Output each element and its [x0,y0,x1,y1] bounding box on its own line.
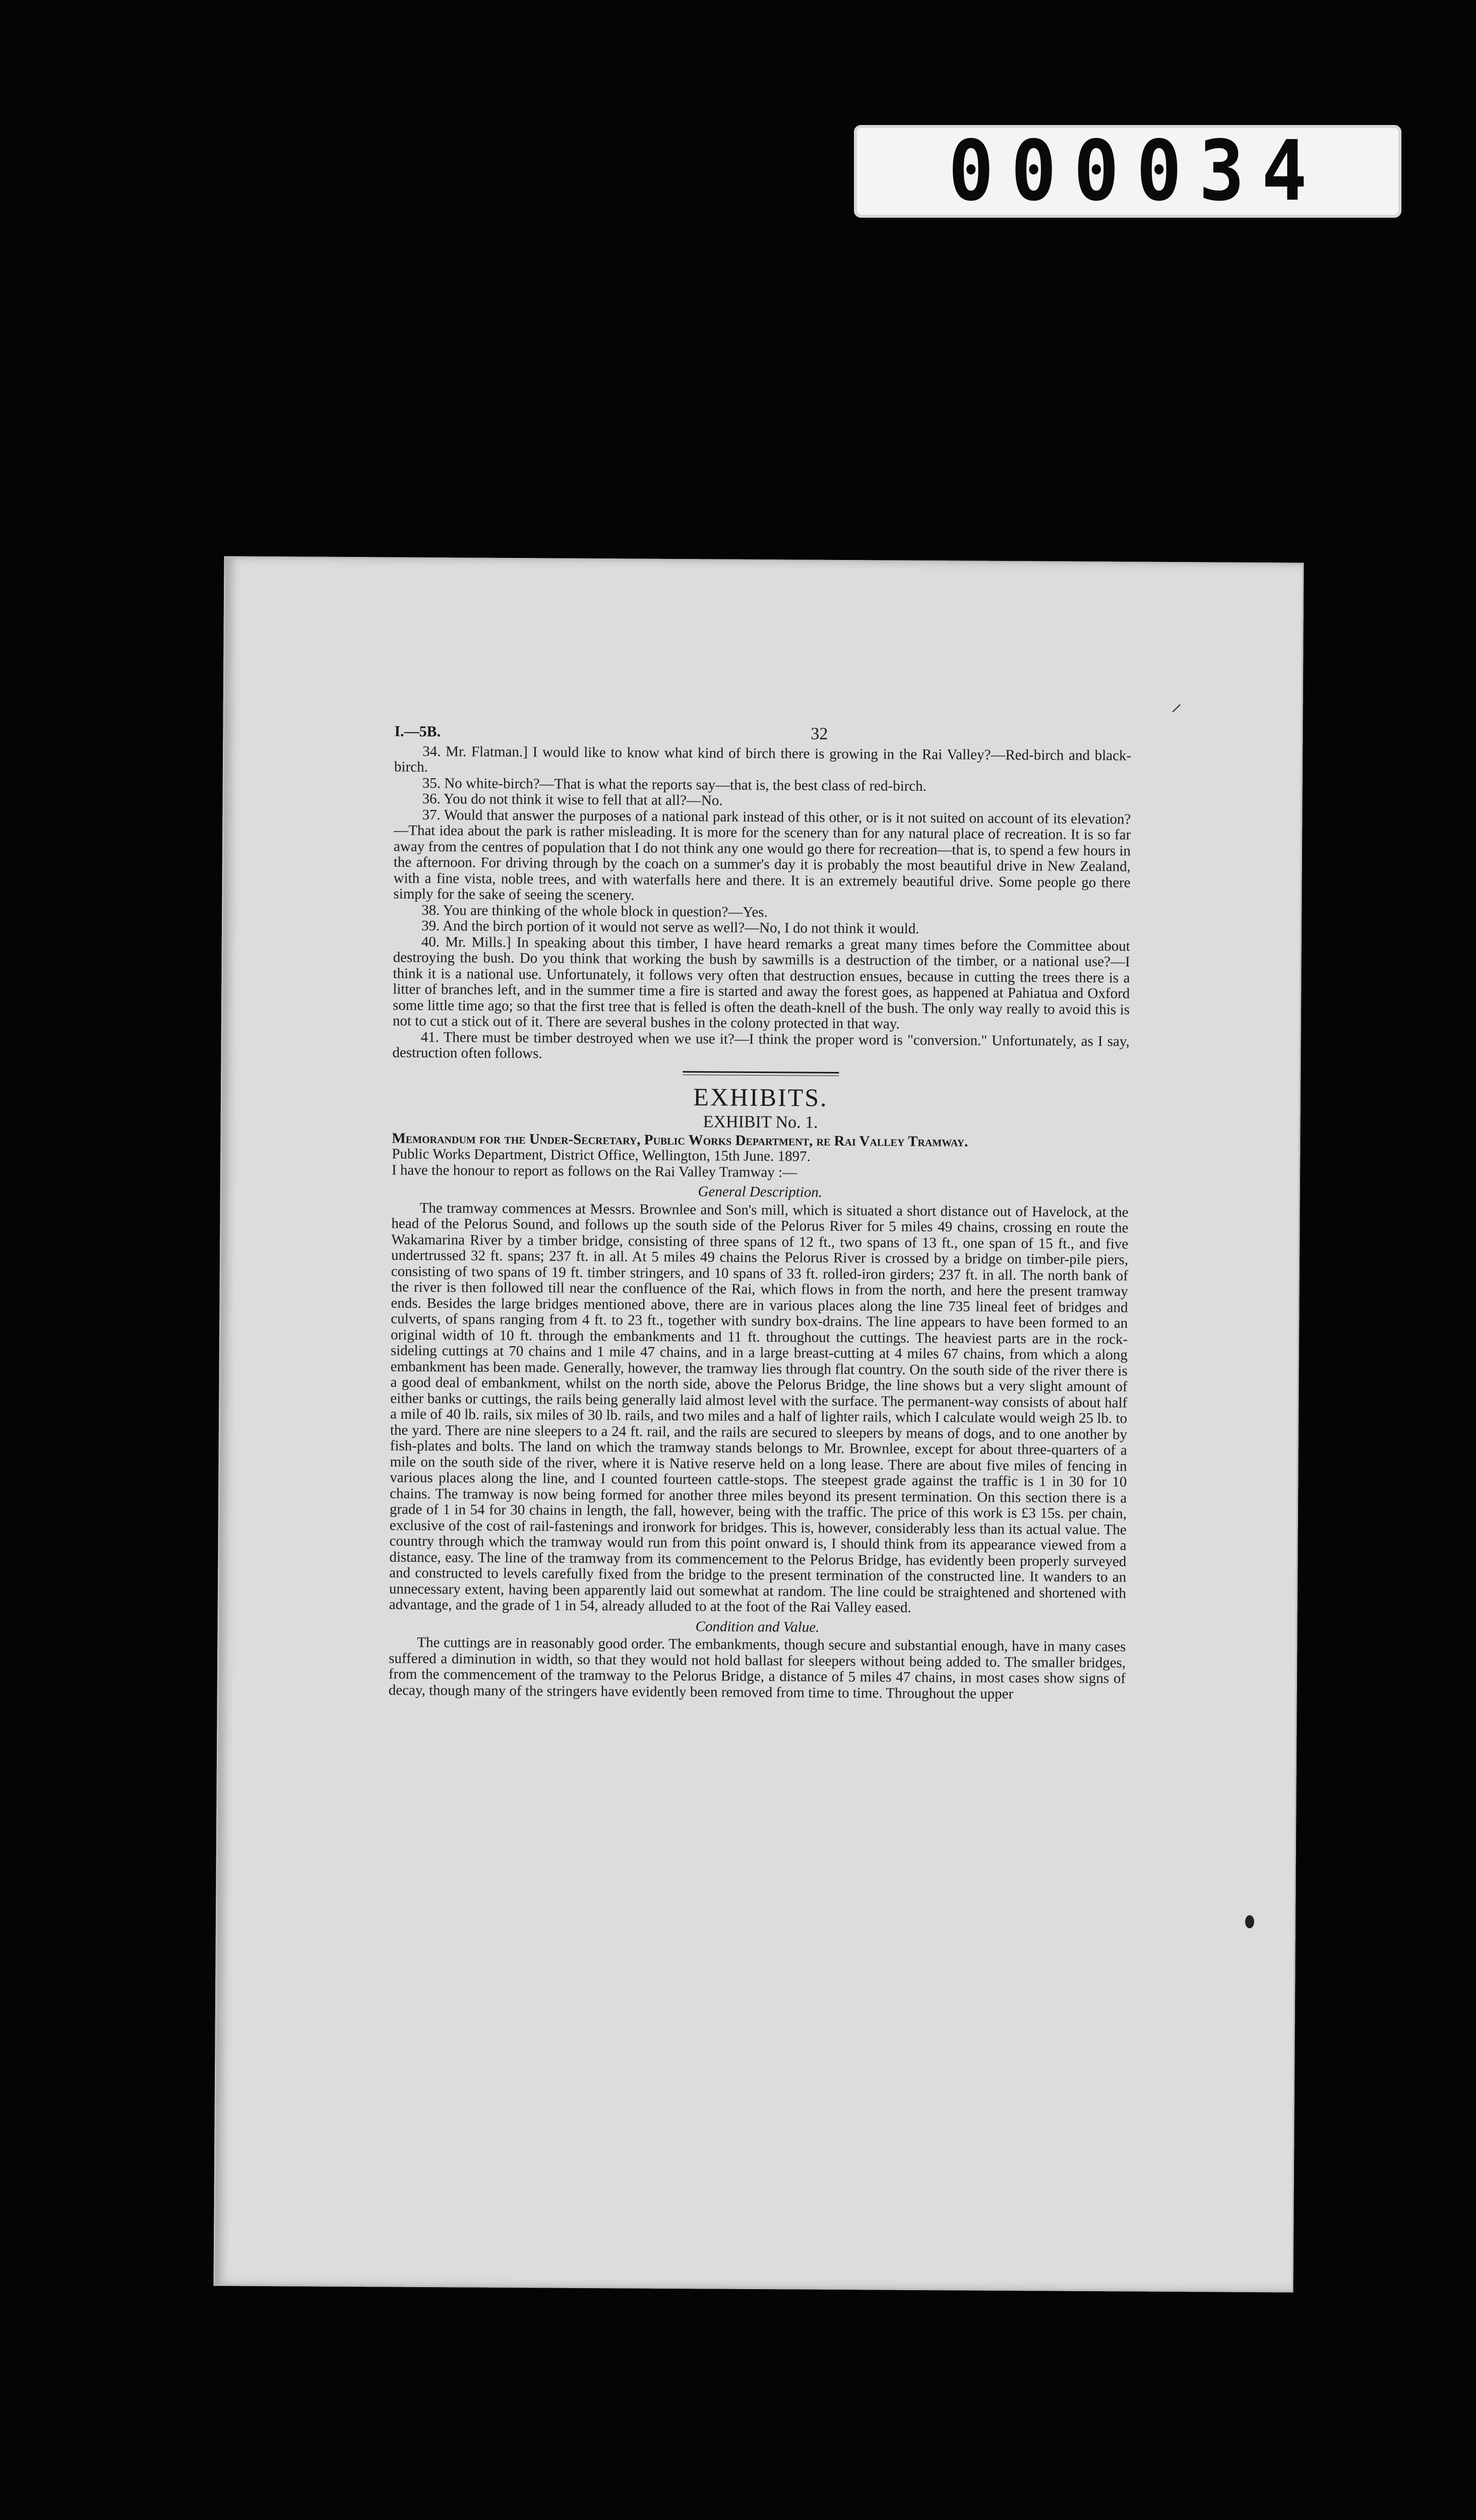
frame-digit: 0 [948,123,994,220]
paragraph: 34. Mr. Flatman.] I would like to know what kind of birch there is growing in the Rai Valley?—Red-birch and black-birch. [394,743,1132,775]
paragraph: 37. Would that answer the purposes of a national park instead of this other, or is it not suited on account of its elevation?—That idea about the park is rather misleading. It is more for the scenery than for any natural place of recreation. It is so far away from the centres of population that I do not think any one would go there for recreation—that is, to spend a few hours in the afternoon. For driving through by the coach on a summer's day it is probably the most beautiful drive in New Zealand, with a fine vista, noble trees, and with waterfalls here and there. It is an extremely beautiful drive. Some people go there simply for the sake of seeing the scenery. [393,806,1131,904]
section-title: General Description. [698,1183,823,1201]
paragraph: 41. There must be timber destroyed when we use it?—I think the proper word is "conversion." Unfortunately, as I say, destruction often follows. [392,1029,1130,1062]
document-reference: I.—5B. [394,723,441,740]
paragraph: 40. Mr. Mills.] In speaking about this timber, I have heard remarks a great many times before the Committee about destroying the bush. Do you think that working the bush by sawmills is a destruction of the timber, or a national use?—I think it is a national use. Unfortunately, it follows very often that destruction ensues, because in cutting the trees there is a litter of branches left, and in the summer time a fire is started and away the forest goes, as happened at Pahiatua and Oxford some little time ago; so that the first tree that is felled is often the death-knell of the bush. The only way really to avoid this is not to cut a stick out of it. There are several bushes in the colony protected in that way. [392,933,1130,1032]
memo-intro: I have the honour to report as follows on the Rai Valley Tramway :— [391,1162,797,1180]
page-number: 32 [811,724,828,743]
ink-mark-icon: ⸝ [1171,690,1182,716]
frame-digit: 3 [1199,123,1245,220]
paragraph: The cuttings are in reasonably good order. The embankments, though secure and substantial enough, have in many cases suffered a diminution in width, so that they would not hold ballast for sleepers without being added to. The smaller bridges, from the commencement of the tramway to the Pelorus Bridge, a distance of 5 miles 47 chains, in most cases show signs of decay, though many of the stringers have evidently been removed from time to time. Throughout the upper [388,1634,1126,1702]
ink-blot-icon [1245,1915,1254,1928]
section-title: Condition and Value. [695,1618,820,1635]
frame-digit: 0 [1011,123,1057,220]
frame-number-label [854,125,1401,218]
exhibits-heading: EXHIBITS. [693,1082,828,1112]
paragraph: 38. You are thinking of the whole block in question?—Yes. [421,902,768,920]
frame-digit: 4 [1261,123,1307,220]
paragraph: The tramway commences at Messrs. Brownlee and Son's mill, which is situated a short distance out of Havelock, at the head of the Pelorus Sound, and follows up the south side of the Pelorus River for 5 miles 49 chains, crossing en route the Wakamarina River by a timber bridge, consisting of three spans of 12 ft., two spans of 13 ft., one span of 15 ft., and five undertrussed 32 ft. spans; 237 ft. in all. At 5 miles 49 chains the Pelorus River is crossed by a bridge on timber-pile piers, consisting of two spans of 19 ft. timber stringers, and 10 spans of 33 ft. rolled-iron girders; 237 ft. in all. The north bank of the river is then followed till near the confluence of the Rai, which flows in from the north, and here the present tramway ends. Besides the large bridges mentioned above, there are in various places along the line 735 lineal feet of bridges and culverts, of spans ranging from 4 ft. to 23 ft., together with sundry box-drains. The line appears to have been formed to an original width of 10 ft. through the embankments and 11 ft. throughout the cuttings. The heaviest parts are in the rock-sideling cuttings at 70 chains and 1 mile 47 chains, and in a large breast-cutting at 4 miles 67 chains, from which a along embankment has been made. Generally, however, the tramway lies through flat country. On the south side of the river there is a good deal of embankment, whilst on the north side, above the Pelorus Bridge, the line shows but a very slight amount of either banks or cuttings, the rails being generally laid almost level with the surface. The permanent-way consists of about half a mile of 40 lb. rails, six miles of 30 lb. rails, and two miles and a half of lighter rails, which I calculate would weigh 25 lb. to the yard. There are nine sleepers to a 24 ft. rail, and the rails are secured to sleepers by means of dogs, and to one another by fish-plates and bolts. The land on which the tramway stands belongs to Mr. Brownlee, except for about three-quarters of a mile on the south side of the river, where it is Native reserve held on a long lease. There are about five miles of fencing in various places along the line, and I counted fourteen cattle-stops. The steepest grade against the traffic is 1 in 30 for 10 chains. The tramway is now being formed for another three miles beyond its present termination. On this section there is a grade of 1 in 54 for 30 chains in length, the fall, however, being with the traffic. The price of this work is £3 15s. per chain, exclusive of the cost of rail-fastenings and ironwork for bridges. This is, however, considerably less than its actual value. The country through which the tramway would run from this point onward is, I should think from its appearance viewed from a distance, easy. The line of the tramway from its commencement to the Pelorus Bridge, has evidently been properly surveyed and constructed to levels carefully fixed from the bridge to the present termination of the constructed line. It wanders to an unnecessary extent, having been apparently laid out somewhat at random. The line could be straightened and shortened with advantage, and the grade of 1 in 54, already alluded to at the foot of the Rai Valley eased. [389,1200,1129,1616]
memo-heading: Memorandum for the Under-Secretary, Public Works Department, re Rai Valley Tramway. [392,1130,968,1150]
page-content [389,724,1132,1703]
exhibit-number: EXHIBIT No. 1. [703,1112,818,1132]
running-head [394,724,828,742]
paragraph: 35. No white-birch?—That is what the reports say—that is, the best class of red-birch. [422,775,927,794]
frame-digit: 0 [1073,123,1119,220]
section-divider [683,1071,839,1076]
memo-origin: Public Works Department, District Office, Wellington, 15th June. 1897. [392,1146,811,1165]
paragraph: 39. And the birch portion of it would not serve as well?—No, I do not think it would. [421,917,919,937]
frame-digit: 0 [1136,123,1182,220]
document-page [214,556,1304,2292]
paragraph: 36. You do not think it wise to fell that at all?—No. [422,790,723,809]
